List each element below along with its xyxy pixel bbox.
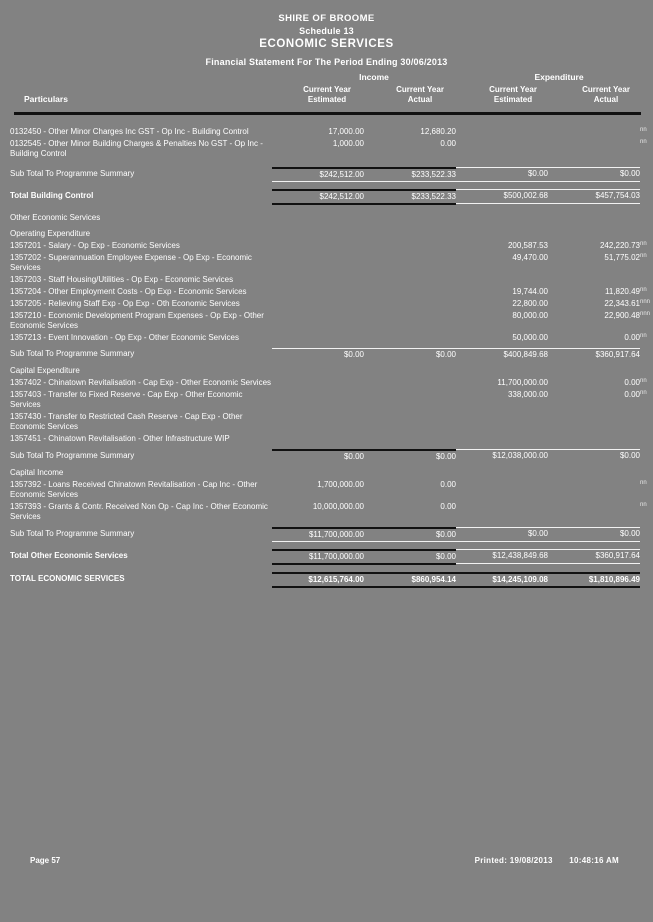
row-flag: nn [640,252,647,259]
row-flag: nn [640,501,647,508]
spacer-row [10,541,653,550]
row-expenditure-estimated: 338,000.00 [507,389,548,399]
row-income-actual: 0.00 [440,138,456,148]
row-income-estimated [272,286,364,298]
row-label: TOTAL ECONOMIC SERVICES [10,573,125,583]
table-row [10,298,653,310]
page-number: Page 57 [30,856,61,865]
grand-total-row [10,573,653,587]
row-flag [640,550,653,564]
row-label: 1357210 - Economic Development Program Expenses - Op Exp - Other Economic Services [10,310,264,330]
row-income-estimated [272,332,364,344]
row-income-estimated: 1,700,000.00 [317,479,364,489]
row-label: 1357205 - Relieving Staff Exp - Op Exp - Oth Economic Services [10,298,240,308]
row-expenditure-actual: 22,900.48 [604,310,640,320]
col-line1: Current Year [303,84,351,94]
row-flag [640,411,653,433]
row-income-estimated [272,433,364,445]
row-expenditure-estimated: $0.00 [456,528,548,542]
row-expenditure-estimated [456,126,548,138]
subsection-heading: Capital Income [10,467,64,477]
row-income-actual: $860,954.14 [364,573,456,587]
financial-table [10,119,653,588]
subsection-heading-row [10,467,653,479]
row-expenditure-actual: 51,775.02 [604,252,640,262]
row-label: 1357402 - Chinatown Revitalisation - Cap Exp - Other Economic Services [10,377,272,387]
row-income-actual: 0.00 [440,501,456,511]
report-header [10,14,643,68]
row-label: 1357203 - Staff Housing/Utilities - Op Exp - Economic Services [10,274,234,284]
row-flag [640,450,653,463]
row-expenditure-actual: $360,917.64 [548,348,640,361]
row-expenditure-estimated: 19,744.00 [512,286,548,296]
row-flag [640,348,653,361]
row-expenditure-actual: $360,917.64 [548,550,640,564]
subsection-heading: Operating Expenditure [10,228,91,238]
row-expenditure-estimated [456,433,548,445]
col-line1: Current Year [396,84,444,94]
subsection-heading-row [10,228,653,240]
table-row [10,501,653,523]
row-label: Sub Total To Programme Summary [10,349,135,359]
subtotal-row [10,528,653,542]
row-label: Sub Total To Programme Summary [10,528,135,538]
printed-time: 10:48:16 AM [569,856,619,865]
row-label: 1357392 - Loans Received Chinatown Revitalisation - Cap Inc - Other Economic Services [10,479,258,499]
row-income-estimated: $11,700,000.00 [272,550,364,564]
statement-period: Financial Statement For The Period Ending 30/06/2013 [205,57,448,68]
row-expenditure-estimated: 49,470.00 [512,252,548,262]
row-label: 1357430 - Transfer to Restricted Cash Reserve - Cap Exp - Other Economic Services [10,411,243,431]
row-expenditure-actual: $457,754.03 [548,190,640,204]
row-income-estimated [272,310,364,332]
row-expenditure-estimated [456,479,548,501]
col-line1: Current Year [489,84,537,94]
subtotal-row [10,168,653,182]
row-income-actual [364,433,456,445]
row-flag: nn [640,479,647,486]
row-expenditure-estimated: $12,038,000.00 [456,450,548,463]
row-expenditure-estimated: $14,245,109.08 [456,573,548,587]
row-flag: nn [640,377,647,384]
table-row [10,389,653,411]
row-expenditure-estimated [456,138,548,160]
col-line2: Actual [407,94,433,104]
row-income-actual: $0.00 [364,550,456,564]
row-expenditure-actual: $0.00 [548,450,640,463]
row-income-actual [364,332,456,344]
row-income-estimated: 1,000.00 [332,138,364,148]
row-income-estimated: $0.00 [272,348,364,361]
row-income-actual: $233,522.33 [364,168,456,182]
row-flag [640,433,653,445]
row-income-actual: $233,522.33 [364,190,456,204]
row-expenditure-actual: 22,343.61 [604,298,640,308]
table-row [10,332,653,344]
row-expenditure-actual: 0.00 [624,389,640,399]
table-row [10,126,653,138]
row-expenditure-estimated: $0.00 [456,168,548,182]
row-flag: nn [640,389,647,396]
row-label: 1357204 - Other Employment Costs - Op Exp - Economic Services [10,286,247,296]
row-label: 0132450 - Other Minor Charges Inc GST - Op Inc - Building Control [10,126,249,136]
col-line2: Estimated [307,94,347,104]
row-flag [640,573,653,587]
row-income-estimated [272,298,364,310]
spacer-row [10,119,653,126]
row-income-actual: 12,680.20 [420,126,456,136]
row-expenditure-actual [548,479,640,501]
row-label: Total Building Control [10,190,94,200]
row-expenditure-actual [548,433,640,445]
row-expenditure-estimated: 50,000.00 [512,332,548,342]
table-row [10,479,653,501]
row-flag: nn [640,286,647,293]
row-income-estimated [272,377,364,389]
row-income-actual: $0.00 [364,450,456,463]
table-row [10,286,653,298]
subsection-heading-row [10,365,653,377]
row-label: 1357451 - Chinatown Revitalisation - Other Infrastructure WIP [10,433,230,443]
report-footer [0,842,653,922]
row-expenditure-actual [548,126,640,138]
col-line2: Estimated [493,94,533,104]
row-income-actual [364,252,456,274]
row-expenditure-estimated: 200,587.53 [507,240,548,250]
schedule-number: Schedule 13 [299,25,354,36]
row-label: 1357393 - Grants & Contr. Received Non Op - Cap Inc - Other Economic Services [10,501,268,521]
col-line2: Actual [593,94,619,104]
row-income-estimated [272,274,364,286]
row-label: 1357403 - Transfer to Fixed Reserve - Cap Exp - Other Economic Services [10,389,243,409]
row-expenditure-actual: 0.00 [624,377,640,387]
column-group-income: Income [359,71,389,82]
row-label: Sub Total To Programme Summary [10,450,135,460]
row-income-estimated: $242,512.00 [272,190,364,204]
subsection-heading: Capital Expenditure [10,365,80,375]
table-row [10,411,653,433]
spacer-row [10,160,653,168]
row-expenditure-estimated [456,274,548,286]
row-expenditure-actual: $0.00 [548,168,640,182]
row-label: 1357201 - Salary - Op Exp - Economic Services [10,240,180,250]
column-header-particulars: Particulars [24,93,68,104]
row-income-actual [364,377,456,389]
row-income-estimated: $11,700,000.00 [272,528,364,542]
spacer-row [10,181,653,190]
row-income-actual [364,286,456,298]
column-header-expenditure-estimated [466,85,560,105]
row-expenditure-actual [548,274,640,286]
column-header-expenditure-actual [560,85,652,105]
row-flag: nnn [640,310,651,317]
column-header-band [10,72,643,112]
row-expenditure-estimated [456,501,548,523]
column-group-expenditure: Expenditure [534,71,584,82]
row-expenditure-actual: $1,810,896.49 [548,573,640,587]
table-row [10,240,653,252]
organisation-name: SHIRE OF BROOME [278,13,375,24]
table-row [10,433,653,445]
row-flag [640,528,653,542]
row-income-estimated: $242,512.00 [272,168,364,182]
column-header-income-actual [374,85,466,105]
row-expenditure-actual: 0.00 [624,332,640,342]
col-line1: Current Year [582,84,630,94]
row-income-actual: $0.00 [364,348,456,361]
row-income-actual: 0.00 [440,479,456,489]
row-income-estimated [272,389,364,411]
subtotal-row [10,450,653,463]
row-expenditure-estimated: $400,849.68 [456,348,548,361]
row-flag [640,168,653,182]
table-row [10,252,653,274]
spacer-row [10,564,653,573]
row-expenditure-estimated [456,411,548,433]
row-income-estimated [272,411,364,433]
row-label: Sub Total To Programme Summary [10,168,135,178]
spacer-row [10,204,653,212]
section-heading: Other Economic Services [10,212,101,222]
row-income-actual [364,389,456,411]
row-flag: nn [640,332,647,339]
row-income-actual [364,240,456,252]
total-row [10,190,653,204]
row-income-estimated: 10,000,000.00 [312,501,364,511]
row-expenditure-actual [548,501,640,523]
row-income-estimated: 17,000.00 [328,126,364,136]
row-expenditure-estimated: $12,438,849.68 [456,550,548,564]
row-expenditure-actual: 11,820.49 [605,286,640,296]
row-flag: nnn [640,298,651,305]
report-title: ECONOMIC SERVICES [259,38,394,51]
row-income-actual [364,310,456,332]
total-row [10,550,653,564]
table-row [10,377,653,389]
printed-stamp [475,856,619,865]
row-income-estimated: $12,615,764.00 [272,573,364,587]
row-flag [640,274,653,286]
row-income-actual: $0.00 [364,528,456,542]
column-header-income-estimated [280,85,374,105]
row-income-actual [364,411,456,433]
row-expenditure-estimated: 11,700,000.00 [497,377,548,387]
subtotal-row [10,348,653,361]
row-income-estimated: $0.00 [272,450,364,463]
row-expenditure-actual: $0.00 [548,528,640,542]
table-row [10,310,653,332]
printed-date: Printed: 19/08/2013 [474,856,553,865]
section-heading-row [10,212,653,224]
row-expenditure-estimated: $500,002.68 [456,190,548,204]
row-label: 1357202 - Superannuation Employee Expense - Op Exp - Economic Services [10,252,252,272]
table-row [10,138,653,160]
row-income-estimated [272,252,364,274]
row-expenditure-estimated: 80,000.00 [512,310,548,320]
row-expenditure-estimated: 22,800.00 [512,298,548,308]
row-flag: nn [640,126,647,133]
row-income-actual [364,274,456,286]
row-income-estimated [272,240,364,252]
row-expenditure-actual: 242,220.73 [599,240,640,250]
row-flag: nn [640,240,647,247]
table-row [10,274,653,286]
row-label: Total Other Economic Services [10,550,128,560]
row-expenditure-actual [548,138,640,160]
row-expenditure-actual [548,411,640,433]
row-label: 0132545 - Other Minor Building Charges & Penalties No GST - Op Inc - Building Control [10,138,263,158]
row-flag [640,190,653,204]
header-divider [14,112,641,115]
row-label: 1357213 - Event Innovation - Op Exp - Other Economic Services [10,332,240,342]
row-flag: nn [640,138,647,145]
row-income-actual [364,298,456,310]
